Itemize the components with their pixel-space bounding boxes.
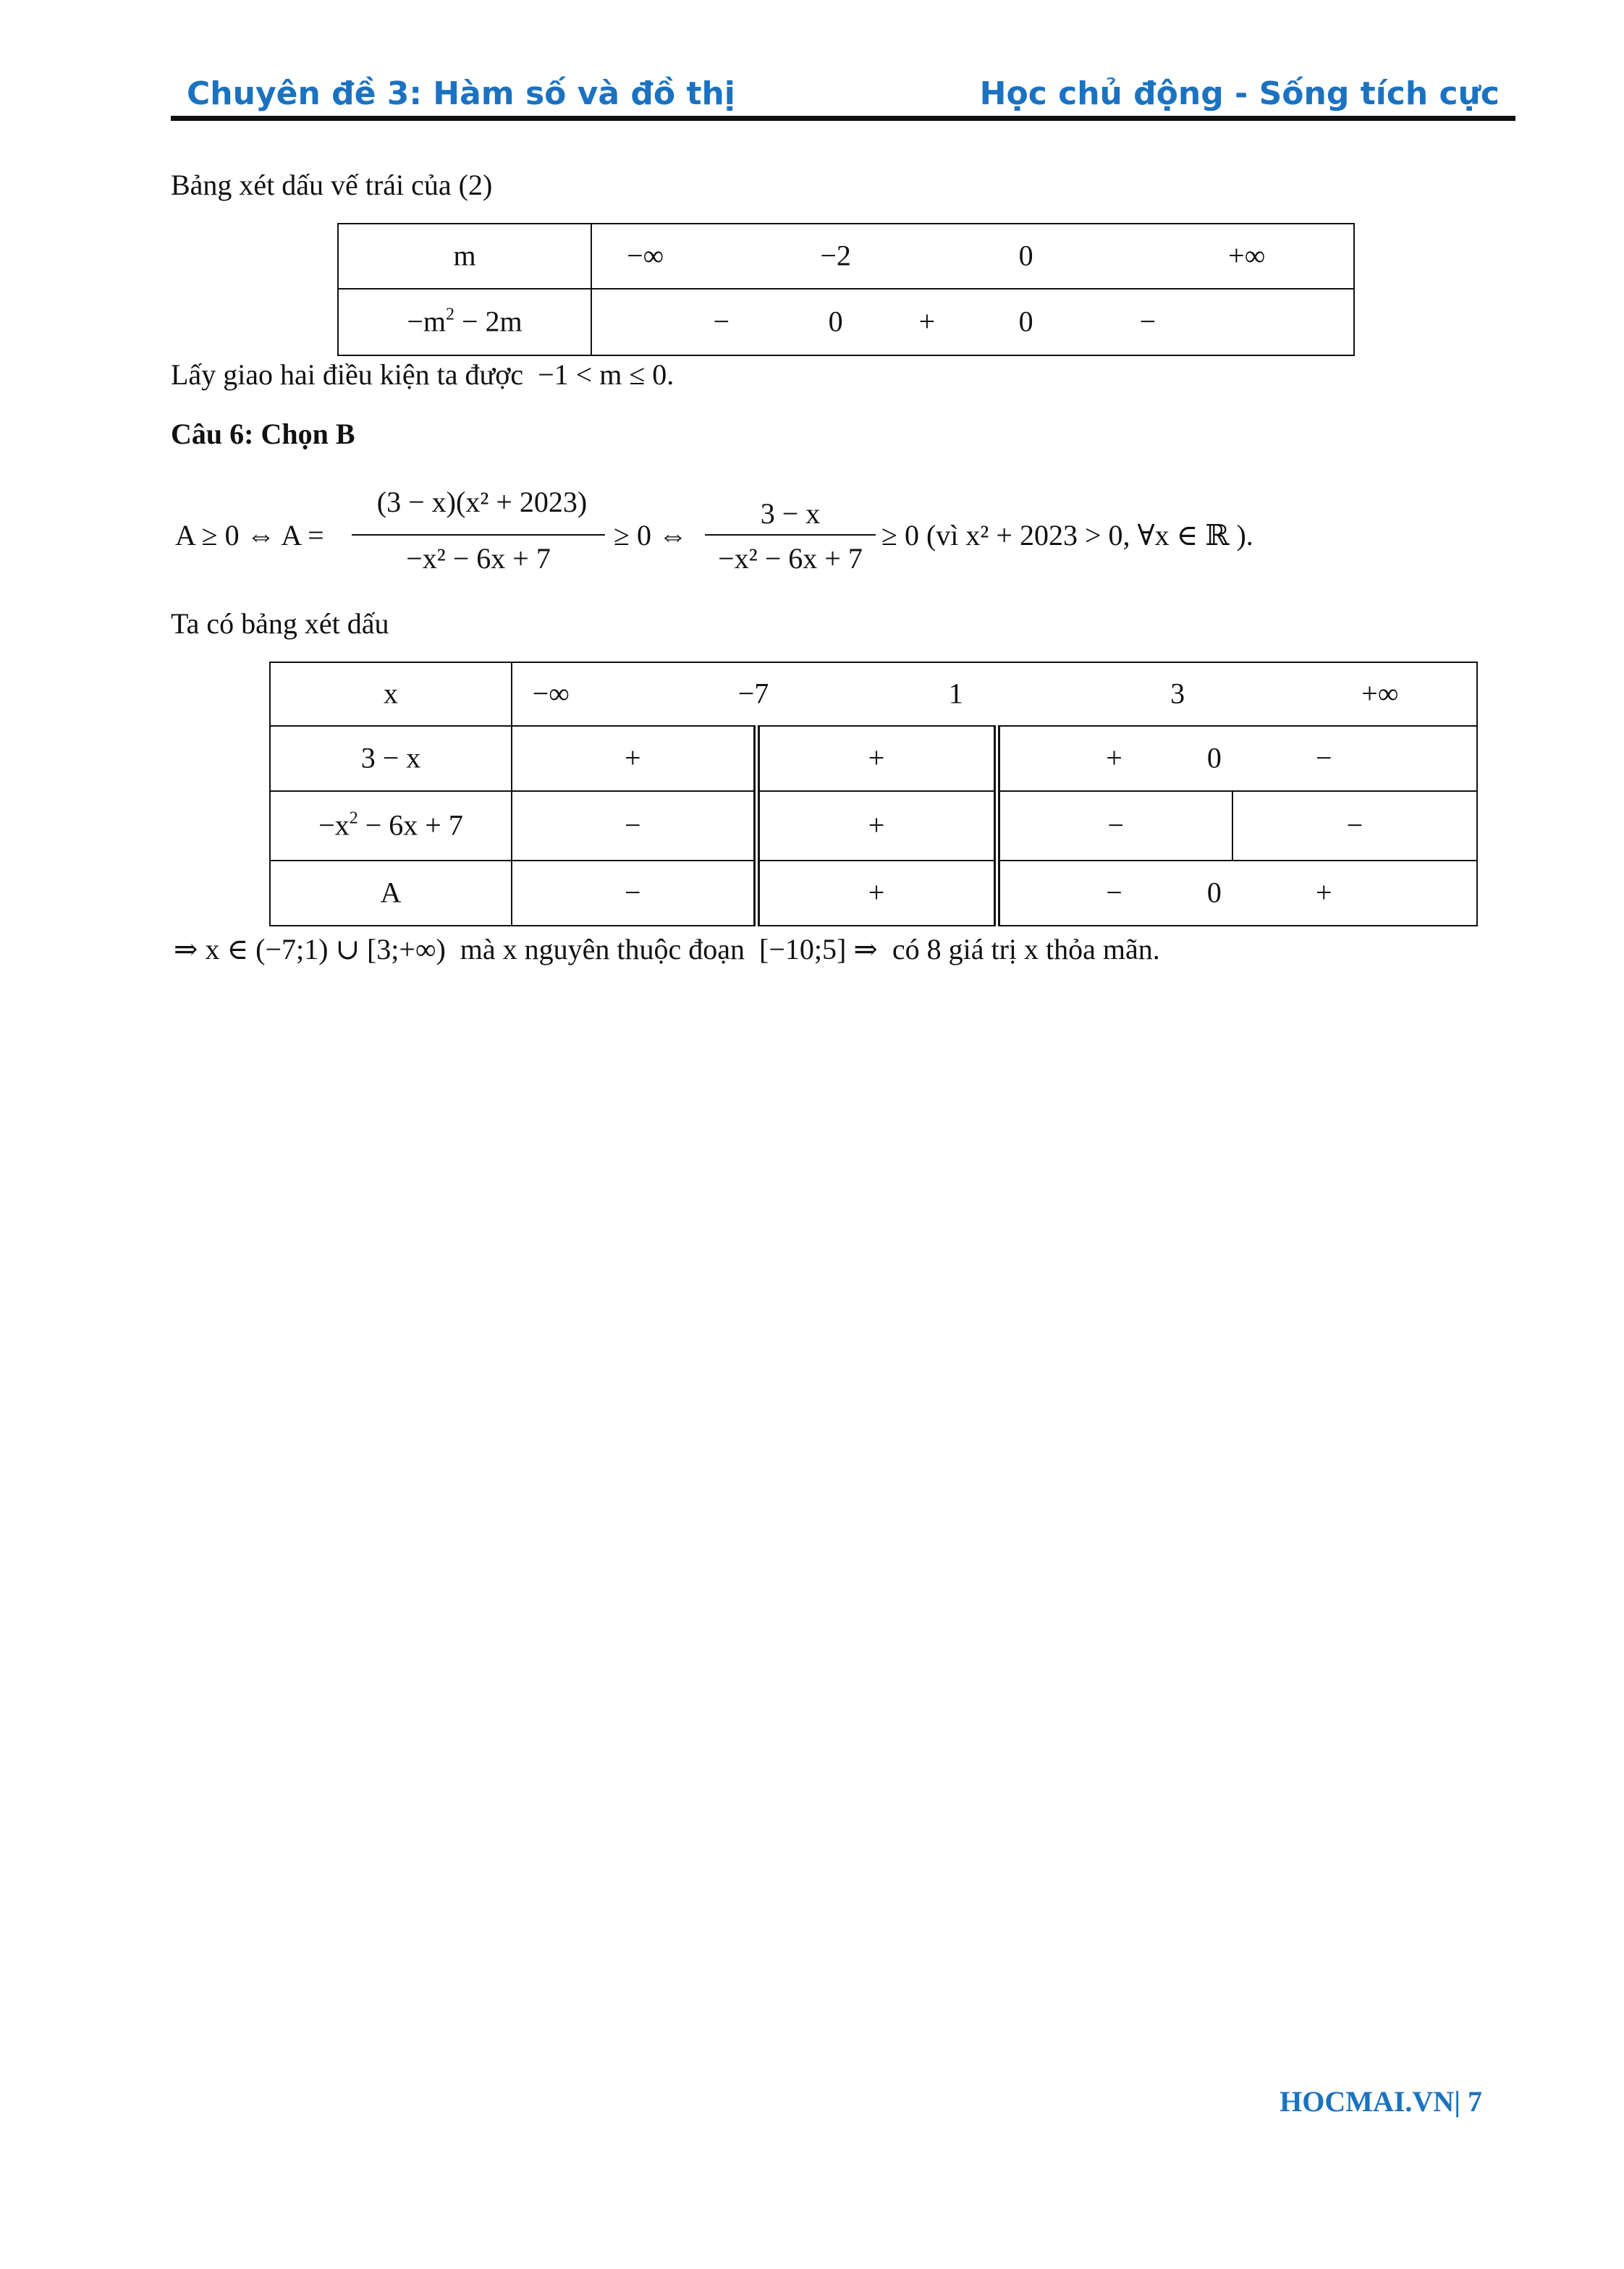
formula-frac-bar-2 [705, 534, 876, 536]
table2-label-3x: 3 − x [270, 726, 512, 791]
table2-den-seg1: − [512, 791, 756, 861]
formula-frac-bar-1 [352, 534, 605, 536]
table2-h-3: 3 [1170, 677, 1185, 710]
conclusion-1-math: −1 < m ≤ 0. [538, 358, 674, 391]
conclusion-2-text: mà x nguyên thuộc đoạn [460, 933, 745, 966]
table2-h-1: 1 [948, 677, 963, 710]
table1-sign-4: 0 [1018, 305, 1033, 338]
conclusion-2-segment: [−10;5] ⇒ [759, 933, 878, 966]
table2-3x-seg1: + [512, 726, 756, 791]
formula-lhs: A ≥ 0 ⇔ A = [175, 519, 324, 552]
table1-label-m: m [338, 224, 591, 289]
conclusion-1: Lấy giao hai điều kiện ta được −1 < m ≤ 0. [171, 358, 674, 391]
header-slogan: Học chủ động - Sống tích cực [979, 75, 1500, 112]
header-divider [171, 116, 1515, 121]
table1-sign-2: 0 [828, 305, 843, 338]
table2-3x-seg3: + 0 − [997, 726, 1477, 791]
table1-header-row [591, 224, 1354, 289]
question-6-title: Câu 6: Chọn B [171, 418, 355, 450]
sign-table-2 [269, 662, 1478, 926]
table2-den-seg2: + [756, 791, 997, 861]
formula-num1: (3 − x)(x² + 2023) [376, 486, 588, 518]
footer-page-number: HOCMAI.VN| 7 [1280, 2085, 1482, 2118]
table2-h-neg-inf: −∞ [532, 677, 570, 710]
table1-sign-5: − [1139, 305, 1156, 338]
table2-label-den: $-x^2 - 6x + 7$ [270, 791, 512, 861]
header-topic: Chuyên đề 3: Hàm số và đồ thị [187, 75, 735, 112]
conclusion-2-interval: ⇒ x ∈ (−7;1) ∪ [3;+∞) [174, 933, 446, 966]
table1-h-neg-inf: −∞ [627, 239, 664, 272]
table2-3x-seg2: + [756, 726, 997, 791]
table2-A-seg2: + [756, 861, 997, 926]
table2-intro: Ta có bảng xét dấu [171, 607, 389, 640]
table1-h-pos-inf: +∞ [1228, 239, 1266, 272]
formula-den2: −x² − 6x + 7 [718, 542, 863, 575]
table2-h-neg7: −7 [737, 677, 769, 710]
table1-sign-3: + [918, 305, 936, 338]
conclusion-2 [174, 932, 1160, 966]
table2-label-x: x [270, 662, 512, 726]
formula-den1: −x² − 6x + 7 [406, 542, 551, 575]
table2-label-A: A [270, 861, 512, 926]
formula-num2: 3 − x [760, 497, 821, 530]
formula-mid: ≥ 0 ⇔ [614, 519, 688, 552]
table1-h-neg2: −2 [820, 239, 851, 272]
table1-label-expr: $-m^2 - 2m$ [338, 289, 591, 355]
table2-den-seg3: − [997, 791, 1232, 861]
sign-table-1 [337, 223, 1355, 356]
table1-sign-1: − [713, 305, 730, 338]
table2-A-seg3: − 0 + [997, 861, 1477, 926]
table2-A-seg1: − [512, 861, 756, 926]
table2-header-row [512, 662, 1477, 726]
table2-den-seg4: − [1232, 791, 1477, 861]
formula-rhs: ≥ 0 (vì x² + 2023 > 0, ∀x ∈ ℝ ). [881, 519, 1253, 552]
table1-h-0: 0 [1018, 239, 1033, 272]
table2-h-pos-inf: +∞ [1361, 677, 1399, 710]
conclusion-2-tail: có 8 giá trị x thỏa mãn. [892, 933, 1160, 966]
table1-intro: Bảng xét dấu vế trái của (2) [171, 169, 493, 201]
table1-sign-row [591, 289, 1354, 355]
